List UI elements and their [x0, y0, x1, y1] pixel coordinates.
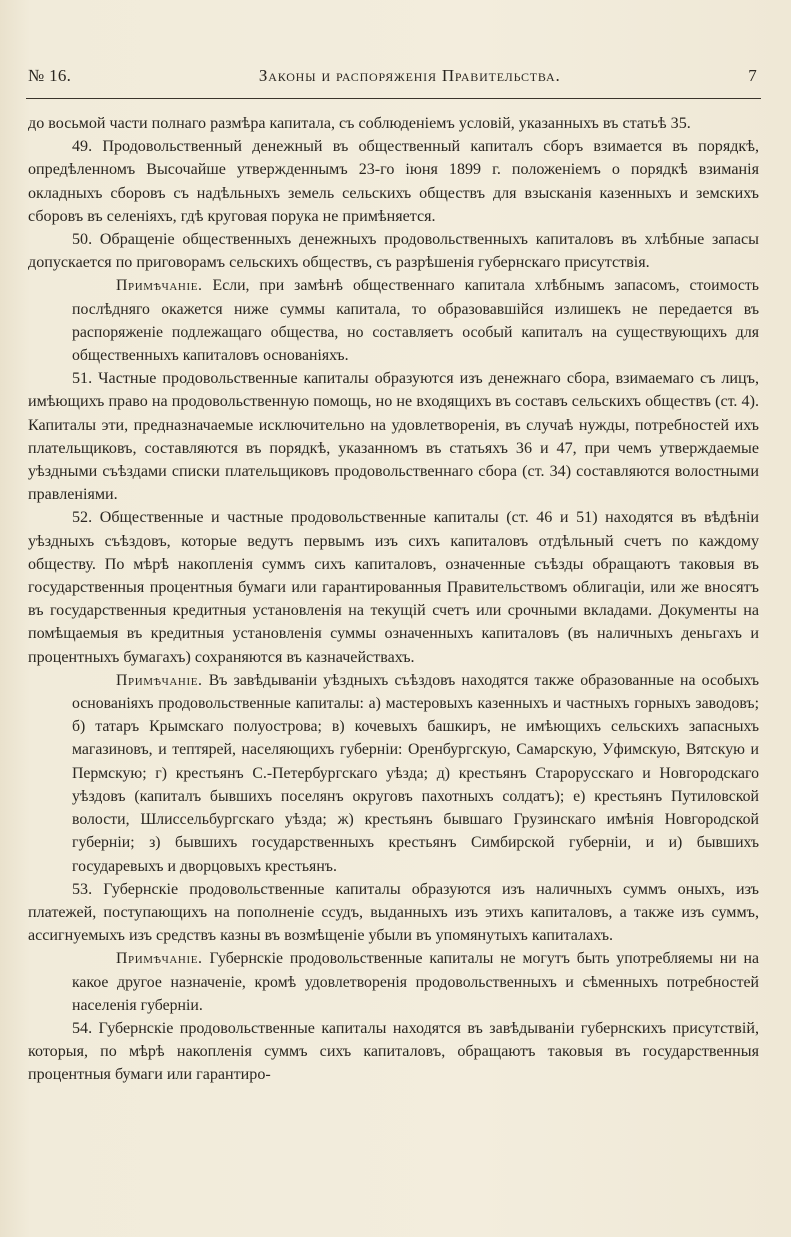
- note-article-53: [72, 947, 759, 1017]
- note-label: Примѣчаніе.: [116, 277, 203, 295]
- article-49: 49. Продовольственный денежный въ общественный капиталъ сборъ взимается въ порядкѣ, опредѣленномъ Высочайше утвержденнымъ 23-го іюня 1899 г. положеніемъ о порядкѣ взиманія окладныхъ сборовъ съ надѣльныхъ земель сельскихъ обществъ для взысканія казенныхъ и земскихъ сборовъ въ селеніяхъ, гдѣ круговая порука не примѣняется.: [28, 138, 759, 225]
- article-52: 52. Общественные и частные продовольственные капиталы (ст. 46 и 51) находятся въ вѣдѣніи уѣздныхъ съѣздовъ, которые ведутъ первымъ изъ сихъ капиталовъ отдѣльный счетъ по каждому обществу. По мѣрѣ накопленія суммъ сихъ капиталовъ, означенные съѣзды обращаютъ таковыя въ государственныя процентныя бумаги или гарантированныя Правительствомъ облигаціи, или же вносятъ въ государственныя кредитныя установленія на текущій счетъ или срочными вкладами. Документы на помѣщаемыя въ кредитныя установленія суммы означенныхъ капиталовъ (въ наличныхъ деньгахъ и процентныхъ бумагахъ) сохраняются въ казначействахъ.: [28, 509, 759, 666]
- article-51: 51. Частные продовольственные капиталы образуются изъ денежнаго сбора, взимаемаго съ лицъ, имѣющихъ право на продовольственную помощь, но не входящихъ въ составъ сельскихъ обществъ (ст. 4). Капиталы эти, предназначаемые исключительно на удовлетворенія, въ случаѣ нужды, потребностей ихъ плательщиковъ, составляются въ порядкѣ, указанномъ въ статьяхъ 36 и 47, при чемъ утверждаемые уѣздными съѣздами списки плательщиковъ продовольственнаго сбора (ст. 34) составляются волостными правленіями.: [28, 370, 759, 504]
- page-number: 7: [748, 66, 757, 85]
- note-text: Въ завѣдываніи уѣздныхъ съѣздовъ находятся также образованные на особыхъ основаніяхъ продовольственные капиталы: а) мастеровыхъ казенныхъ и частныхъ горныхъ заводовъ; б) татаръ Крымскаго полуострова; в) кочевыхъ башкиръ, не имѣющихъ сельскихъ запасныхъ магазиновъ, и тептярей, населяющихъ губерніи: Оренбургскую, Самарскую, Уфимскую, Вятскую и Пермскую; г) крестьянъ С.-Петербургскаго уѣзда; д) крестьянъ Старорусскаго и Новгородскаго уѣздовъ (капиталъ бывшихъ поселянъ округовъ пахотныхъ солдатъ); е) крестьянъ Путиловской волости, Шлиссельбургскаго уѣзда; ж) крестьянъ бывшаго Грузинскаго имѣнія Новгородской губерніи; з) бывшихъ государственныхъ крестьянъ Симбирской губерніи, и и) бывшихъ государевыхъ и дворцовыхъ крестьянъ.: [72, 671, 759, 875]
- note-article-52: [72, 669, 759, 878]
- note-label: Примѣчаніе.: [116, 671, 203, 689]
- article-54: 54. Губернскіе продовольственные капиталы находятся въ завѣдываніи губернскихъ присутствій, которыя, по мѣрѣ накопленія суммъ сихъ капиталовъ, обращаютъ таковыя въ государственныя процентныя бумаги или гарантиро-: [28, 1019, 759, 1084]
- article-50: 50. Обращеніе общественныхъ денежныхъ продовольственныхъ капиталовъ въ хлѣбные запасы допускается по приговорамъ сельскихъ обществъ, съ разрѣшенія губернскаго присутствія.: [28, 231, 759, 272]
- note-article-50: [72, 274, 759, 367]
- body-text: [28, 112, 759, 1087]
- paragraph-continuation: до восьмой части полнаго размѣра капитала, съ соблюденіемъ условій, указанныхъ въ статьѣ 35.: [28, 115, 691, 132]
- note-text: Если, при замѣнѣ общественнаго капитала хлѣбнымъ запасомъ, стоимость послѣдняго окажется ниже суммы капитала, то образовавшійся излишекъ не передается въ распоряженіе подлежащаго общества, но составляетъ особый капиталъ на существующихъ для общественныхъ капиталовъ основаніяхъ.: [72, 277, 759, 365]
- header-rule: [26, 98, 761, 99]
- running-title: Законы и распоряженія Правительства.: [258, 66, 561, 85]
- running-header: [28, 66, 757, 96]
- issue-number: № 16.: [28, 66, 72, 85]
- article-53: 53. Губернскіе продовольственные капиталы образуются изъ наличныхъ суммъ оныхъ, изъ платежей, поступающихъ на пополненіе ссудъ, выданныхъ изъ этихъ капиталовъ, а также изъ суммъ, ассигнуемыхъ изъ средствъ казны въ возмѣщеніе убыли въ упомянутыхъ капиталахъ.: [28, 880, 759, 945]
- note-label: Примѣчаніе.: [116, 950, 203, 968]
- note-text: Губернскіе продовольственные капиталы не могутъ быть употребляемы ни на какое другое назначеніе, кромѣ удовлетворенія продовольственныхъ и сѣменныхъ потребностей населенія губерніи.: [72, 950, 759, 1014]
